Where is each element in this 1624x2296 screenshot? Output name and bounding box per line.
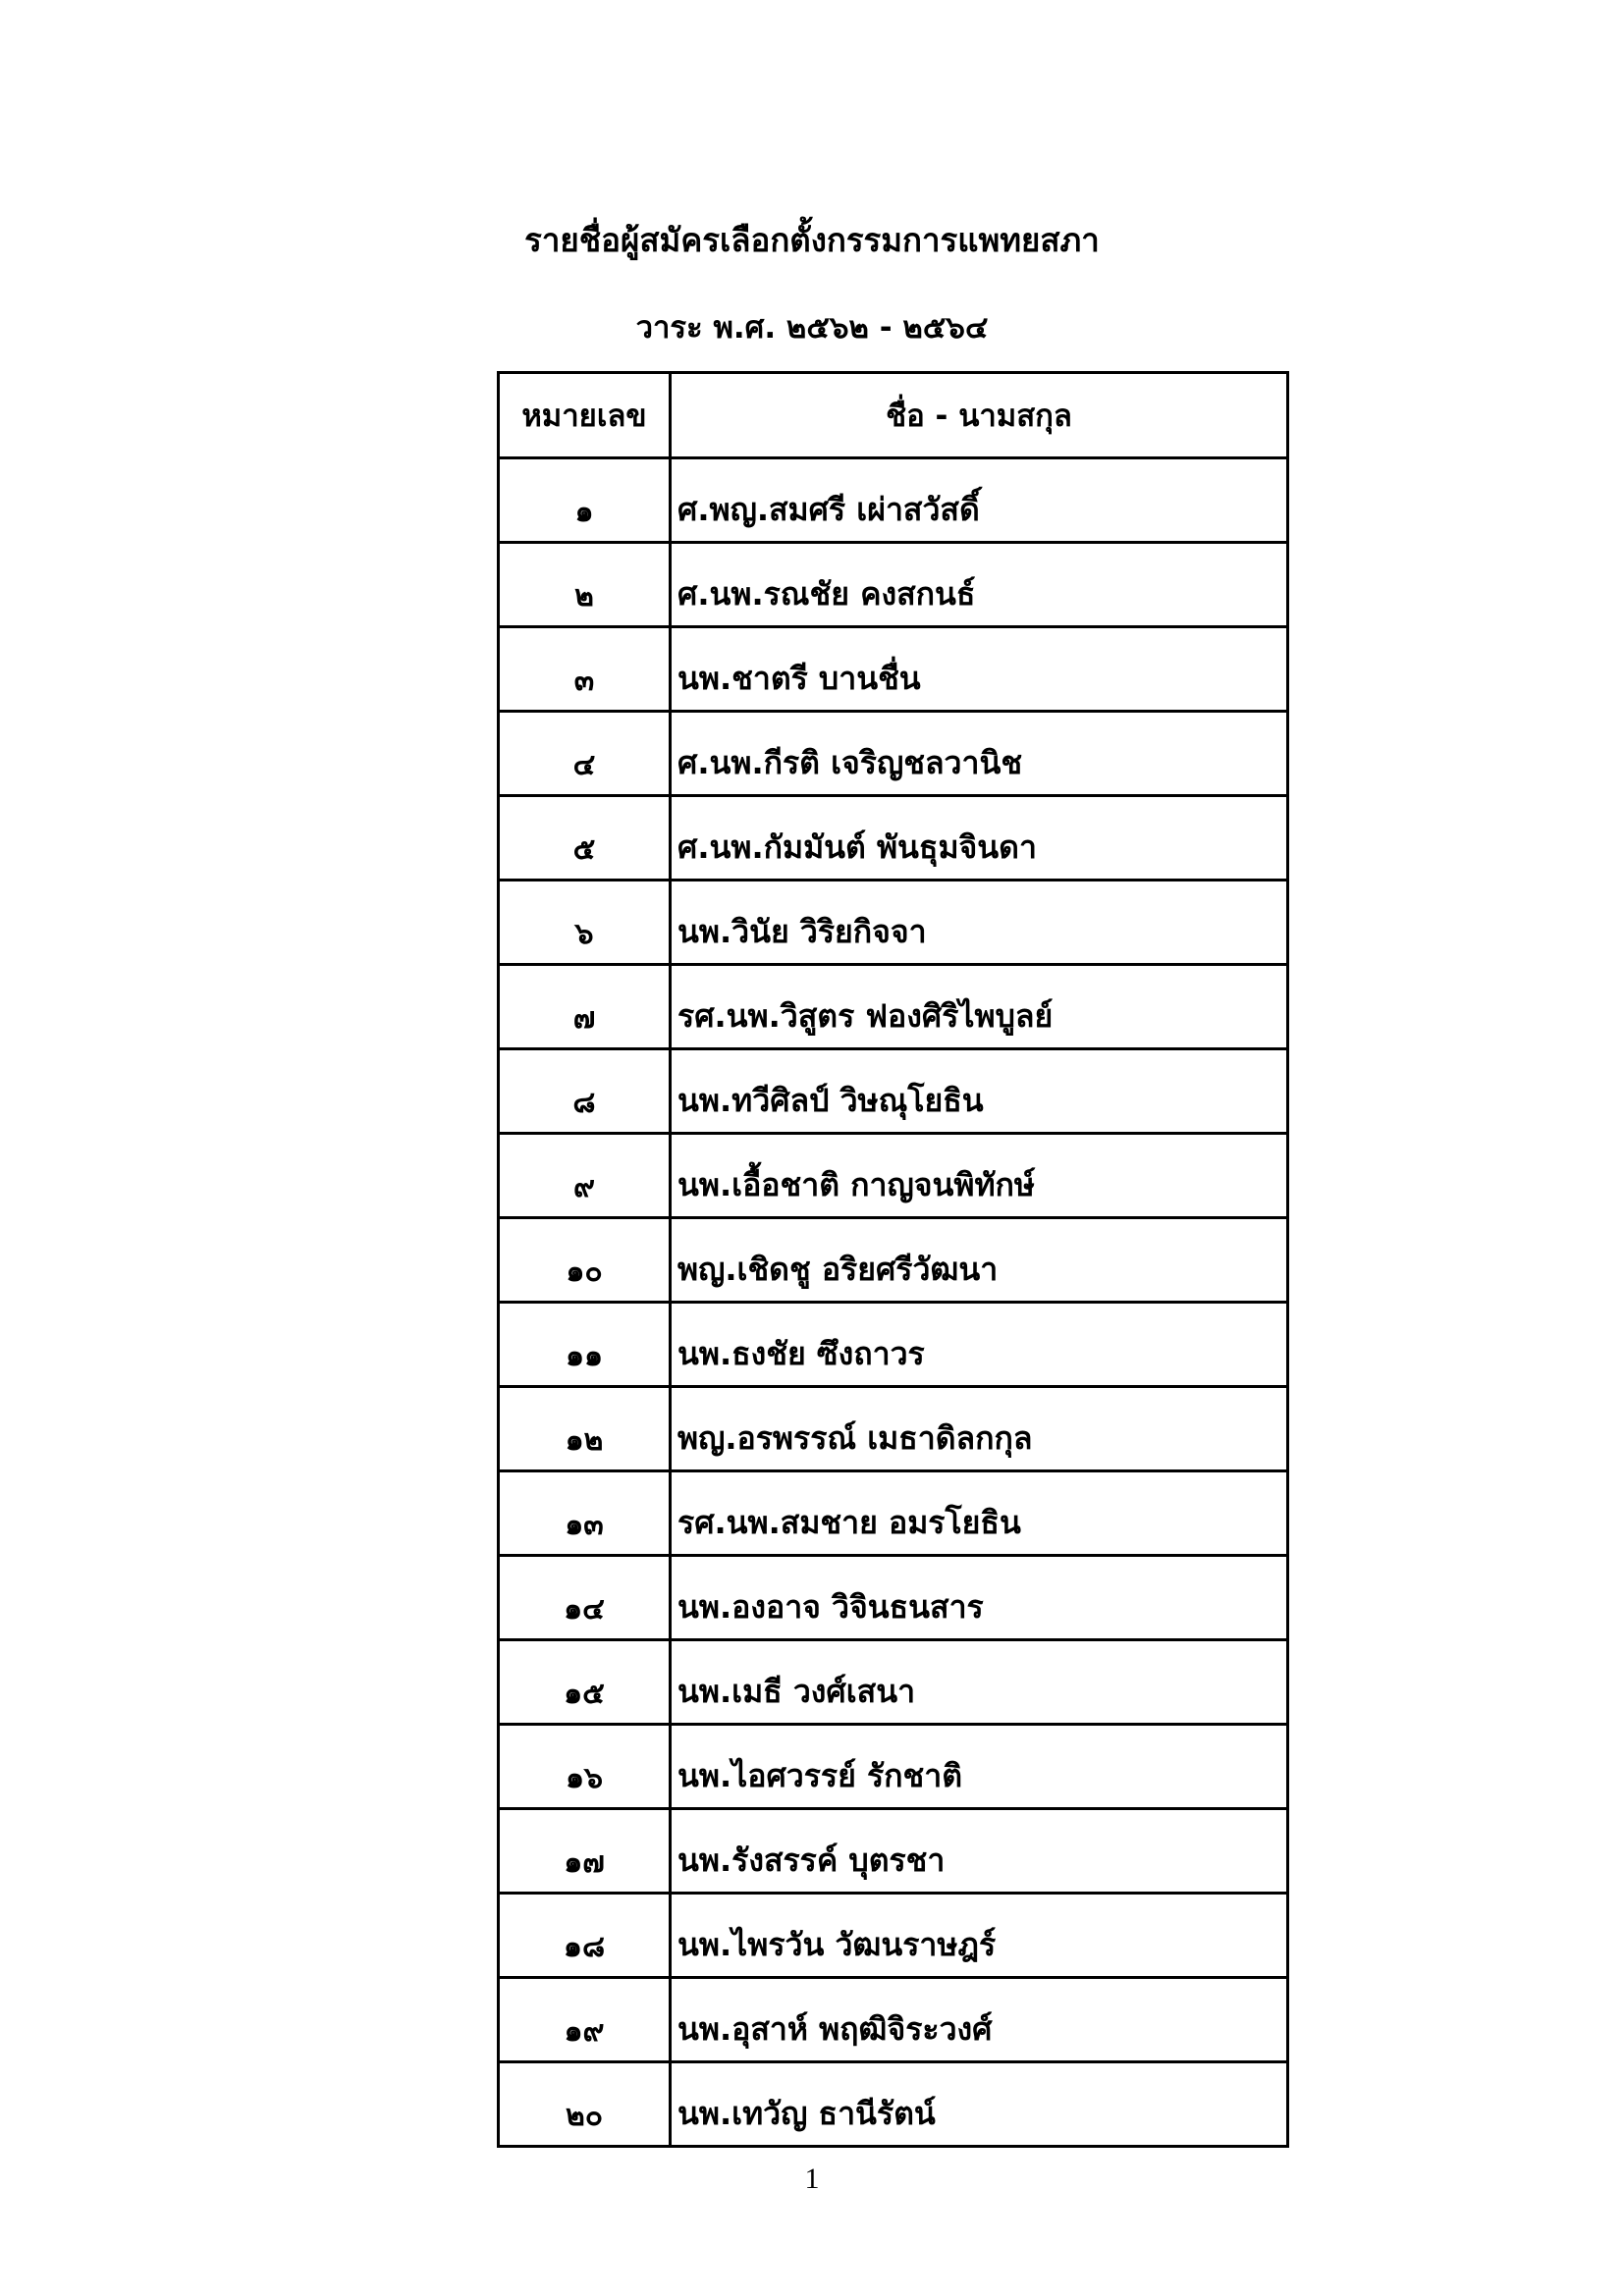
table-row: [499, 1894, 1288, 1978]
candidate-name: นพ.ทวีศิลป์ วิษณุโยธิน: [671, 1049, 1288, 1134]
candidate-table: [497, 371, 1289, 2148]
candidate-number: ๑๓: [499, 1471, 671, 1556]
candidate-name: นพ.วินัย วิริยกิจจา: [671, 881, 1288, 965]
page-number: 1: [804, 2163, 820, 2195]
document-title: รายชื่อผู้สมัครเลือกตั้งกรรมการแพทยสภา: [524, 221, 1100, 259]
candidate-name: นพ.ธงชัย ซึงถาวร: [671, 1303, 1288, 1387]
table-row: [499, 965, 1288, 1049]
candidate-number: ๒๐: [499, 2062, 671, 2147]
candidate-name: รศ.นพ.วิสูตร ฟองศิริไพบูลย์: [671, 965, 1288, 1049]
table-row: [499, 1471, 1288, 1556]
table-row: [499, 627, 1288, 712]
candidate-name: พญ.อรพรรณ์ เมธาดิลกกุล: [671, 1387, 1288, 1471]
candidate-name: นพ.ไพรวัน วัฒนราษฎร์: [671, 1894, 1288, 1978]
header-number: หมายเลข: [499, 373, 671, 458]
candidate-name: นพ.เอื้อชาติ กาญจนพิทักษ์: [671, 1134, 1288, 1218]
candidate-name: นพ.ไอศวรรย์ รักชาติ: [671, 1725, 1288, 1809]
candidate-number: ๓: [499, 627, 671, 712]
candidate-rows: [499, 458, 1288, 2147]
table-row: [499, 1218, 1288, 1303]
candidate-number: ๕: [499, 796, 671, 881]
candidate-name: รศ.นพ.สมชาย อมรโยธิน: [671, 1471, 1288, 1556]
document-subtitle: วาระ พ.ศ. ๒๕๖๒ - ๒๕๖๔: [635, 310, 989, 346]
table-row: [499, 1556, 1288, 1640]
table-row: [499, 881, 1288, 965]
candidate-name: ศ.นพ.กัมมันต์ พันธุมจินดา: [671, 796, 1288, 881]
candidate-name: นพ.เมธี วงศ์เสนา: [671, 1640, 1288, 1725]
candidate-number: ๑๐: [499, 1218, 671, 1303]
table-row: [499, 1640, 1288, 1725]
candidate-number: ๑๔: [499, 1556, 671, 1640]
table-row: [499, 1978, 1288, 2062]
candidate-number: ๑๘: [499, 1894, 671, 1978]
table-row: [499, 2062, 1288, 2147]
candidate-name: นพ.อุสาห์ พฤฒิจิระวงศ์: [671, 1978, 1288, 2062]
candidate-number: ๘: [499, 1049, 671, 1134]
candidate-name: ศ.พญ.สมศรี เผ่าสวัสดิ์: [671, 458, 1288, 543]
candidate-name: พญ.เชิดชู อริยศรีวัฒนา: [671, 1218, 1288, 1303]
table-row: [499, 543, 1288, 627]
table-row: [499, 1134, 1288, 1218]
candidate-number: ๑: [499, 458, 671, 543]
table-row: [499, 796, 1288, 881]
candidate-name: ศ.นพ.กีรติ เจริญชลวานิช: [671, 712, 1288, 796]
table-row: [499, 1725, 1288, 1809]
candidate-number: ๑๗: [499, 1809, 671, 1894]
table-row: [499, 1303, 1288, 1387]
candidate-number: ๑๙: [499, 1978, 671, 2062]
header-name: ชื่อ - นามสกุล: [671, 373, 1288, 458]
table-row: [499, 1809, 1288, 1894]
candidate-number: ๒: [499, 543, 671, 627]
candidate-name: นพ.องอาจ วิจินธนสาร: [671, 1556, 1288, 1640]
candidate-name: นพ.เทวัญ ธานีรัตน์: [671, 2062, 1288, 2147]
candidate-number: ๗: [499, 965, 671, 1049]
candidate-name: นพ.ชาตรี บานชื่น: [671, 627, 1288, 712]
candidate-number: ๑๒: [499, 1387, 671, 1471]
candidate-number: ๑๑: [499, 1303, 671, 1387]
table-row: [499, 1387, 1288, 1471]
table-header-row: [499, 373, 1288, 458]
candidate-number: ๑๖: [499, 1725, 671, 1809]
candidate-number: ๖: [499, 881, 671, 965]
table-row: [499, 1049, 1288, 1134]
candidate-number: ๑๕: [499, 1640, 671, 1725]
candidate-number: ๙: [499, 1134, 671, 1218]
table-row: [499, 712, 1288, 796]
candidate-number: ๔: [499, 712, 671, 796]
table-row: [499, 458, 1288, 543]
candidate-name: ศ.นพ.รณชัย คงสกนธ์: [671, 543, 1288, 627]
candidate-name: นพ.รังสรรค์ บุตรชา: [671, 1809, 1288, 1894]
